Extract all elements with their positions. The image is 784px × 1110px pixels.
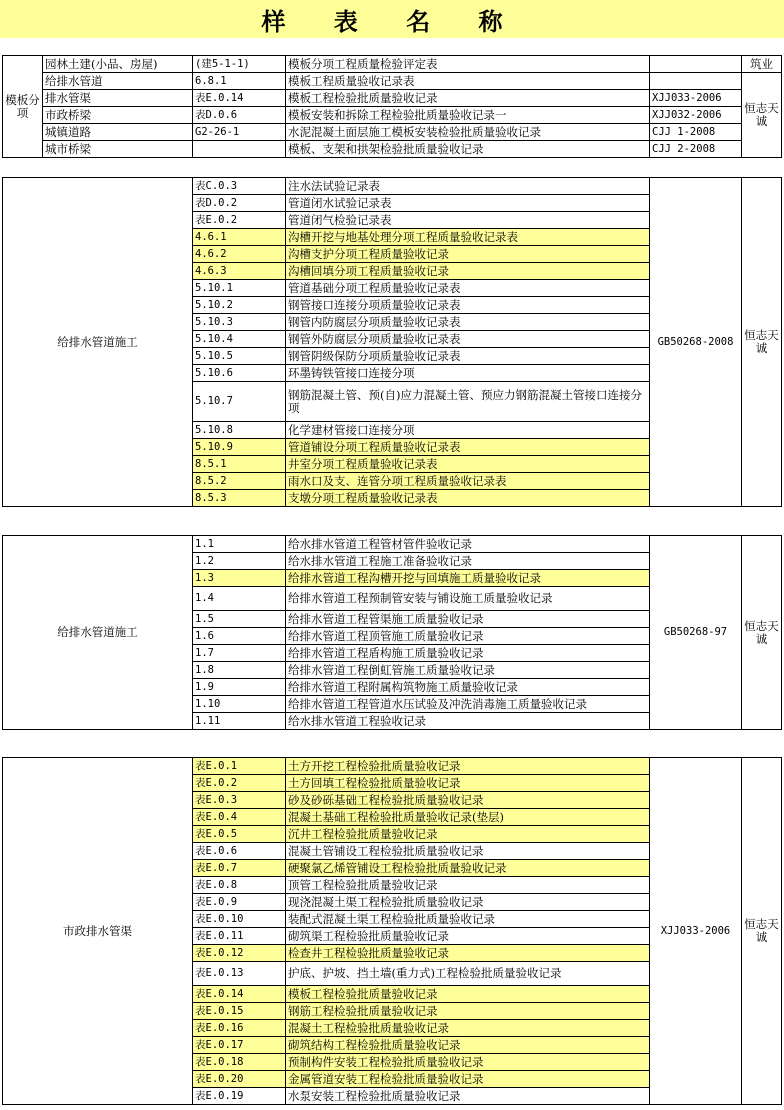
form-code: 表E.0.9 [193,894,286,911]
form-code: 5.10.1 [193,280,286,297]
form-code: 8.5.3 [193,490,286,507]
form-name: 给排水管道工程顶管施工质量验收记录 [286,628,650,645]
form-name: 注水法试验记录表 [286,178,650,195]
form-name: 钢管阴级保防分项质量验收记录表 [286,348,650,365]
table-row [3,758,782,775]
form-code: 表E.0.14 [193,986,286,1003]
standard-code: GB50268-2008 [650,178,742,507]
section3-table [2,535,782,730]
form-code: 1.1 [193,536,286,553]
form-code: 表E.0.13 [193,962,286,986]
form-name: 管道铺设分项工程质量验收记录表 [286,439,650,456]
form-code: 表D.0.6 [193,107,286,124]
form-name: 土方回填工程检验批质量验收记录 [286,775,650,792]
form-code: 表E.0.7 [193,860,286,877]
form-name: 顶管工程检验批质量验收记录 [286,877,650,894]
form-code: 1.7 [193,645,286,662]
group-label: 给排水管道施工 [3,178,193,507]
form-code: 4.6.3 [193,263,286,280]
form-code: 1.5 [193,611,286,628]
form-code: 4.6.2 [193,246,286,263]
form-code: 5.10.4 [193,331,286,348]
form-name: 水泵安装工程检验批质量验收记录 [286,1088,650,1105]
group-label: 给排水管道施工 [3,536,193,730]
table-row [3,90,782,107]
form-code: 表E.0.15 [193,1003,286,1020]
form-code: 1.9 [193,679,286,696]
project-name: 园林土建(小品、房屋) [43,56,193,73]
form-name: 混凝土工程检验批质量验收记录 [286,1020,650,1037]
form-code: 表E.0.10 [193,911,286,928]
form-name: 检查井工程检验批质量验收记录 [286,945,650,962]
form-code: 表E.0.2 [193,775,286,792]
form-code: 4.6.1 [193,229,286,246]
form-name: 管道闭气检验记录表 [286,212,650,229]
standard-code: CJJ 1-2008 [650,124,742,141]
section2-table [2,177,782,507]
form-code: 表E.0.8 [193,877,286,894]
form-name: 砌筑结构工程检验批质量验收记录 [286,1037,650,1054]
form-name: 模板安装和拆除工程检验批质量验收记录一 [286,107,650,124]
form-code: 5.10.6 [193,365,286,382]
form-name: 给排水管道工程附属构筑物施工质量验收记录 [286,679,650,696]
form-code: 5.10.3 [193,314,286,331]
standard-code: GB50268-97 [650,536,742,730]
form-code: 表E.0.18 [193,1054,286,1071]
form-name: 模板、支架和拱架检验批质量验收记录 [286,141,650,158]
form-code: 8.5.1 [193,456,286,473]
table-row [3,56,782,73]
form-code: G2-26-1 [193,124,286,141]
form-code: 表E.0.1 [193,758,286,775]
form-name: 砌筑渠工程检验批质量验收记录 [286,928,650,945]
project-name: 排水管渠 [43,90,193,107]
form-code: 表E.0.16 [193,1020,286,1037]
form-code: 1.8 [193,662,286,679]
standard-code: XJJ033-2006 [650,90,742,107]
remark: 恒志天诚 [742,536,782,730]
form-name: 金属管道安装工程检验批质量验收记录 [286,1071,650,1088]
standard-code: XJJ033-2006 [650,758,742,1105]
form-name: 给排水管道工程预制管安装与铺设施工质量验收记录 [286,587,650,611]
form-name: 给排水管道工程管道水压试验及冲洗消毒施工质量验收记录 [286,696,650,713]
form-name: 给排水管道工程盾构施工质量验收记录 [286,645,650,662]
form-code: 5.10.7 [193,382,286,422]
form-name: 土方开挖工程检验批质量验收记录 [286,758,650,775]
form-name: 钢筋混凝土管、预(自)应力混凝土管、预应力钢筋混凝土管接口连接分项 [286,382,650,422]
remark: 恒志天诚 [742,73,782,158]
form-code: 表E.0.3 [193,792,286,809]
form-code: 表D.0.2 [193,195,286,212]
form-code: 5.10.5 [193,348,286,365]
form-code: 1.2 [193,553,286,570]
form-code: 表E.0.14 [193,90,286,107]
form-name: 模板工程检验批质量验收记录 [286,986,650,1003]
remark: 恒志天诚 [742,758,782,1105]
standard-code: CJJ 2-2008 [650,141,742,158]
table-row [3,73,782,90]
form-name: 护底、护坡、挡土墙(重力式)工程检验批质量验收记录 [286,962,650,986]
form-code: 表E.0.12 [193,945,286,962]
form-name: 混凝土基础工程检验批质量验收记录(垫层) [286,809,650,826]
form-code: 1.3 [193,570,286,587]
form-code: 8.5.2 [193,473,286,490]
standard-code: XJJ032-2006 [650,107,742,124]
section4-table [2,757,782,1105]
form-name: 井室分项工程质量验收记录表 [286,456,650,473]
form-name: 硬聚氯乙烯管铺设工程检验批质量验收记录 [286,860,650,877]
group-label: 模板分项 [3,56,43,158]
form-name: 支墩分项工程质量验收记录表 [286,490,650,507]
standard-code [650,56,742,73]
page-title: 样 表 名 称 [0,0,784,38]
form-code [193,141,286,158]
form-name: 砂及砂砾基础工程检验批质量验收记录 [286,792,650,809]
form-code: 1.10 [193,696,286,713]
form-name: 给排水管道工程倒虹管施工质量验收记录 [286,662,650,679]
form-code: 表E.0.5 [193,826,286,843]
section1-table [2,55,782,158]
form-name: 雨水口及支、连管分项工程质量验收记录表 [286,473,650,490]
form-name: 水泥混凝土面层施工模板安装检验批质量验收记录 [286,124,650,141]
form-code: 表E.0.17 [193,1037,286,1054]
form-code: 表E.0.4 [193,809,286,826]
form-code: (建5-1-1) [193,56,286,73]
form-name: 模板工程检验批质量验收记录 [286,90,650,107]
group-label: 市政排水管渠 [3,758,193,1105]
form-name: 管道闭水试验记录表 [286,195,650,212]
form-name: 沟槽开挖与地基处理分项工程质量验收记录表 [286,229,650,246]
remark: 恒志天诚 [742,178,782,507]
form-code: 6.8.1 [193,73,286,90]
remark-top: 筑业 [742,56,782,73]
project-name: 市政桥梁 [43,107,193,124]
form-name: 模板工程质量验收记录表 [286,73,650,90]
form-name: 预制构件安装工程检验批质量验收记录 [286,1054,650,1071]
form-code: 5.10.8 [193,422,286,439]
form-name: 模板分项工程质量检验评定表 [286,56,650,73]
form-name: 给水排水管道工程施工准备验收记录 [286,553,650,570]
form-name: 给水排水管道工程管材管件验收记录 [286,536,650,553]
form-code: 表E.0.19 [193,1088,286,1105]
form-name: 给排水管道工程管渠施工质量验收记录 [286,611,650,628]
form-name: 混凝土管铺设工程检验批质量验收记录 [286,843,650,860]
table-row [3,536,782,553]
form-name: 钢筋工程检验批质量验收记录 [286,1003,650,1020]
form-name: 沉井工程检验批质量验收记录 [286,826,650,843]
form-code: 1.11 [193,713,286,730]
form-code: 表E.0.11 [193,928,286,945]
form-name: 现浇混凝土渠工程检验批质量验收记录 [286,894,650,911]
form-name: 给水排水管道工程验收记录 [286,713,650,730]
form-code: 表E.0.20 [193,1071,286,1088]
form-name: 钢管外防腐层分项质量验收记录表 [286,331,650,348]
project-name: 给排水管道 [43,73,193,90]
form-name: 环墨铸铁管接口连接分项 [286,365,650,382]
form-code: 5.10.9 [193,439,286,456]
table-row [3,107,782,124]
form-code: 表E.0.2 [193,212,286,229]
form-name: 装配式混凝土渠工程检验批质量验收记录 [286,911,650,928]
project-name: 城市桥梁 [43,141,193,158]
form-code: 1.6 [193,628,286,645]
standard-code [650,73,742,90]
form-code: 表E.0.6 [193,843,286,860]
table-row [3,141,782,158]
form-name: 给排水管道工程沟槽开挖与回填施工质量验收记录 [286,570,650,587]
form-code: 5.10.2 [193,297,286,314]
project-name: 城镇道路 [43,124,193,141]
form-name: 沟槽支护分项工程质量验收记录 [286,246,650,263]
table-row [3,124,782,141]
form-name: 钢管接口连接分项质量验收记录表 [286,297,650,314]
form-name: 管道基础分项工程质量验收记录表 [286,280,650,297]
table-row [3,178,782,195]
form-name: 化学建材管接口连接分项 [286,422,650,439]
form-name: 钢管内防腐层分项质量验收记录表 [286,314,650,331]
form-code: 1.4 [193,587,286,611]
form-code: 表C.0.3 [193,178,286,195]
form-name: 沟槽回填分项工程质量验收记录 [286,263,650,280]
